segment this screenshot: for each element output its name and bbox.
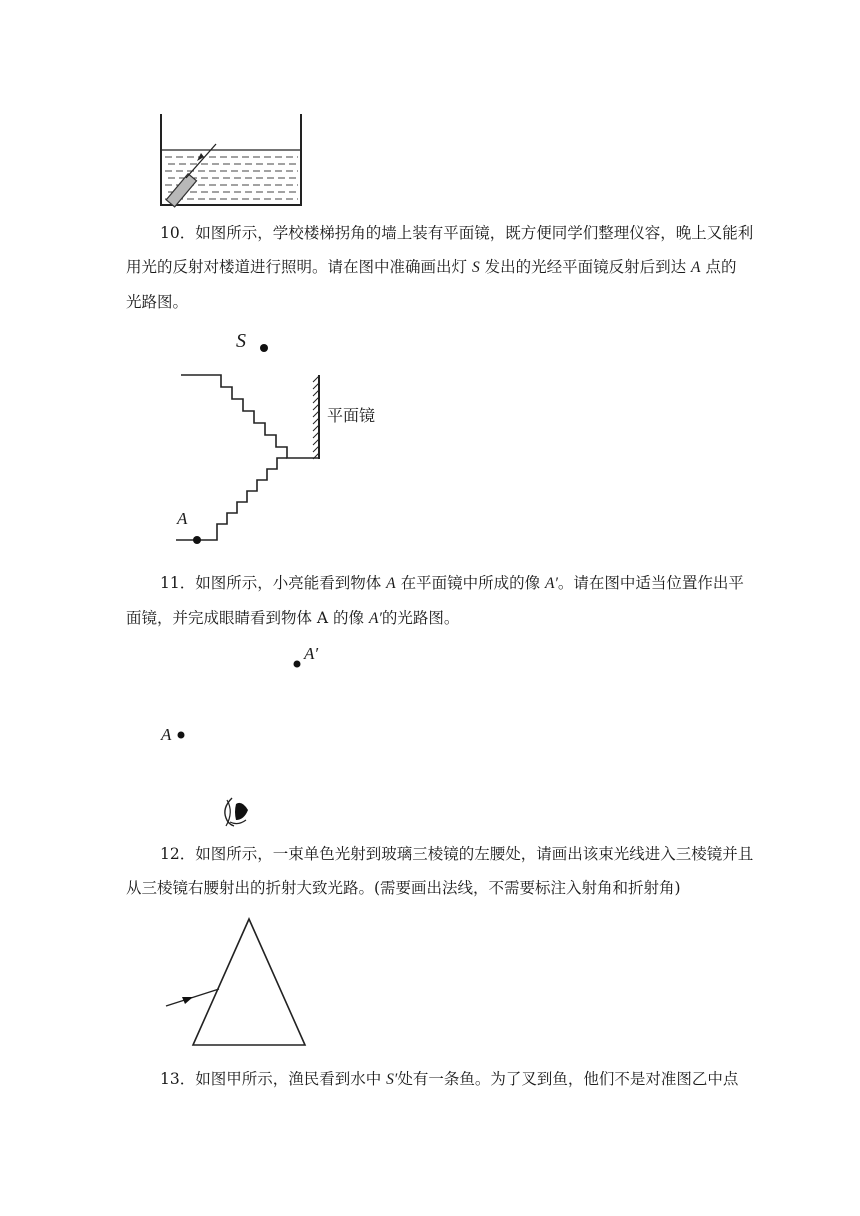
triangular-prism — [193, 919, 305, 1045]
question-number: 13． — [160, 1070, 196, 1088]
question-10-line-1: 10．如图所示，学校楼梯拐角的墙上装有平面镜，既方便同学们整理仪容，晚上又能利 — [160, 224, 754, 242]
question-12-line-1: 12．如图所示，一束单色光射到玻璃三棱镜的左腰处，请画出该束光线进入三棱镜并且 — [160, 845, 754, 863]
image-eye-figure — [0, 640, 860, 840]
label-a: A — [161, 725, 172, 744]
question-10-line-3: 光路图。 — [126, 293, 189, 311]
staircase-mirror-figure — [0, 320, 860, 580]
plane-mirror — [313, 375, 319, 459]
water-container-figure — [0, 0, 860, 220]
question-13-line-1: 13．如图甲所示，渔民看到水中 S′处有一条鱼。为了叉到鱼，他们不是对准图乙中点 — [160, 1070, 739, 1088]
point-a-prime — [294, 661, 301, 668]
question-10-line-2: 用光的反射对楼道进行照明。请在图中准确画出灯 S 发出的光经平面镜反射后到达 A 点的 — [126, 258, 737, 276]
question-11-line-1: 11．如图所示，小亮能看到物体 A 在平面镜中所成的像 A′。请在图中适当位置作出平 — [160, 574, 744, 592]
point-a — [193, 536, 201, 544]
point-s — [260, 344, 268, 352]
label-a: A — [177, 509, 188, 528]
question-number: 10． — [160, 224, 196, 242]
question-12 — [126, 837, 754, 905]
light-source-icon — [166, 174, 196, 207]
question-10 — [126, 216, 754, 319]
point-a — [178, 732, 185, 739]
mirror-label: 平面镜 — [327, 406, 376, 425]
eye-icon — [225, 798, 248, 826]
question-13 — [126, 1062, 739, 1097]
question-number: 11． — [160, 574, 196, 592]
question-11-line-2: 面镜，并完成眼睛看到物体 A 的像 A′的光路图。 — [126, 609, 460, 627]
question-number: 12． — [160, 845, 196, 863]
question-11 — [126, 566, 744, 636]
prism-figure — [0, 910, 860, 1070]
question-12-line-2: 从三棱镜右腰射出的折射大致光路。(需要画出法线，不需要标注入射角和折射角) — [126, 879, 681, 897]
label-a-prime: A′ — [304, 644, 319, 663]
label-s: S — [236, 330, 246, 352]
